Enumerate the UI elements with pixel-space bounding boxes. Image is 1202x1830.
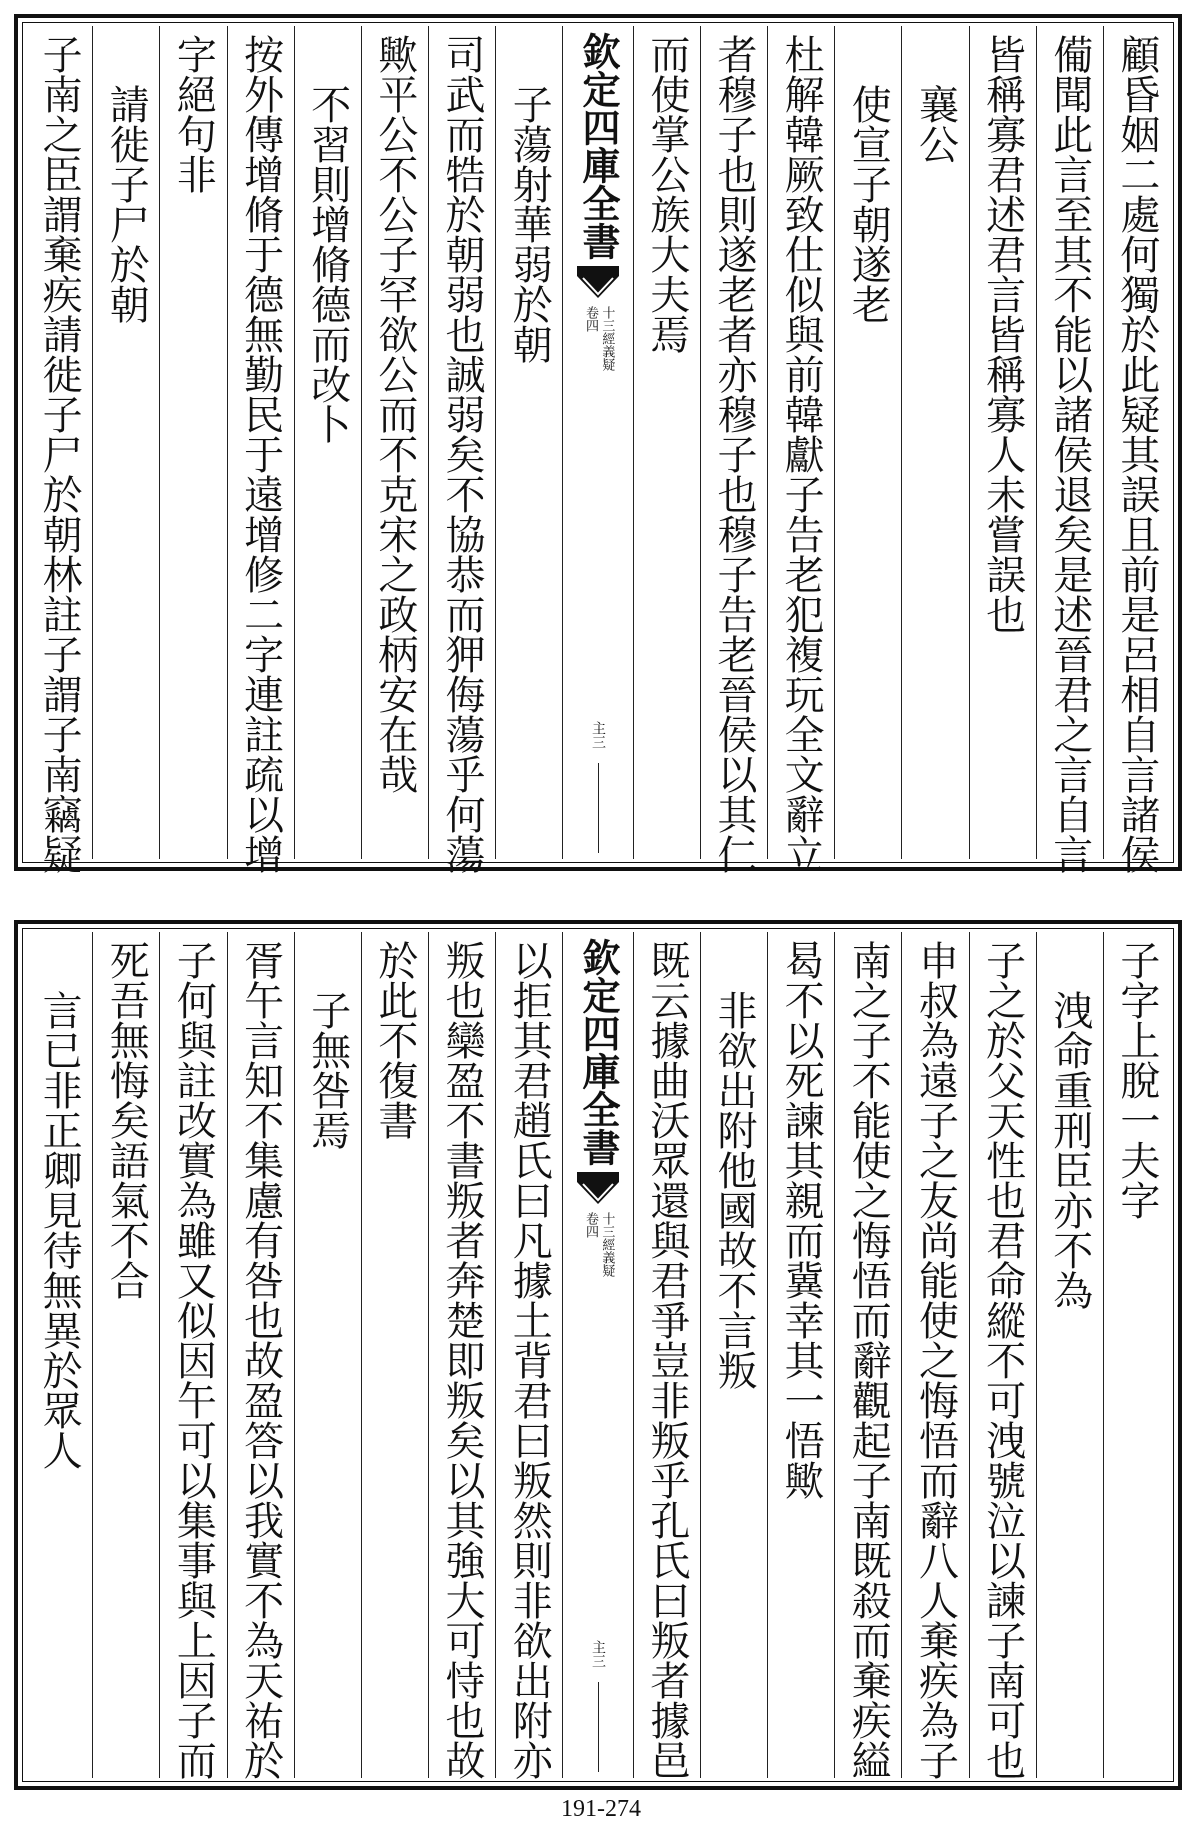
- folio-number: 主三: [590, 1640, 607, 1668]
- text-column: [227, 26, 294, 874]
- center-fold-strip: [562, 932, 632, 1778]
- column-text: 子之於父天性也君命縱不可洩號泣以諫子南可也: [979, 940, 1026, 1780]
- column-text: 子無咎焉: [304, 990, 351, 1150]
- text-column: [159, 932, 226, 1778]
- text-column: [428, 26, 495, 874]
- text-column: [1103, 932, 1170, 1778]
- column-text: 歟平公不公子罕欲公而不克宋之政柄安在哉: [371, 34, 418, 794]
- text-column: [633, 26, 700, 859]
- column-text: 使宣子朝遂老: [845, 84, 892, 324]
- column-text: 字絕句非: [170, 34, 217, 194]
- column-text: 以拒其君趙氏曰凡據土背君曰叛然則非欲出附亦: [506, 940, 553, 1780]
- text-column: [969, 932, 1036, 1778]
- column-text: 既云據曲沃眾還與君爭豈非叛乎孔氏曰叛者據邑: [643, 940, 690, 1780]
- text-column: [969, 26, 1036, 859]
- column-text: 司武而牿於朝弱也誠弱矣不協恭而狎侮蕩乎何蕩: [439, 34, 486, 874]
- text-column: [159, 26, 226, 859]
- top-columns: [26, 26, 1170, 874]
- book-title: 欽定四庫全書: [576, 32, 622, 260]
- text-column: [495, 932, 562, 1778]
- text-column: [428, 932, 495, 1778]
- text-column: [92, 932, 159, 1778]
- column-text: 按外傳增脩于德無勤民于遠增修二字連註疏以增: [237, 34, 284, 874]
- text-column: [834, 26, 901, 859]
- text-column: [294, 932, 361, 1778]
- column-text: 不習則增脩德而改卜: [304, 84, 351, 444]
- folio-number: 主三: [590, 721, 607, 749]
- column-text: 而使掌公族大夫焉: [643, 34, 690, 354]
- text-column: [227, 932, 294, 1778]
- column-text: 死吾無悔矣語氣不合: [103, 940, 150, 1300]
- text-column: [633, 932, 700, 1778]
- text-column: [901, 26, 968, 859]
- fold-line: [598, 763, 599, 853]
- column-text: 洩命重刑臣亦不為: [1046, 990, 1093, 1310]
- column-text: 於此不復書: [371, 940, 418, 1140]
- column-text: 皆稱寡君述君言皆稱寡人未嘗誤也: [979, 34, 1026, 634]
- book-title: 欽定四庫全書: [576, 938, 622, 1166]
- text-column: [1036, 26, 1103, 874]
- text-column: [294, 26, 361, 859]
- column-text: 申叔為遠子之友尚能使之悔悟而辭八人棄疾為子: [912, 940, 959, 1780]
- fishtail-mark: [575, 264, 621, 300]
- column-text: 南之子不能使之悔悟而辭觀起子南既殺而棄疾縊: [845, 940, 892, 1780]
- text-column: [26, 932, 92, 1778]
- column-text: 顧昏姻二處何獨於此疑其誤且前是呂相自言諸侯: [1113, 34, 1160, 874]
- text-column: [1103, 26, 1170, 874]
- juan-number: 卷四: [583, 1212, 599, 1238]
- column-text: 曷不以死諫其親而冀幸其一悟歟: [778, 940, 825, 1500]
- text-column: [834, 932, 901, 1778]
- text-column: [361, 26, 428, 859]
- volume-info: [583, 1212, 614, 1277]
- column-text: 子蕩射華弱於朝: [506, 84, 553, 364]
- center-fold-strip: [562, 26, 632, 859]
- column-text: 子何與註改實為雖又似因午可以集事與上因子而: [170, 940, 217, 1780]
- text-column: [767, 932, 834, 1778]
- column-text: 請徙子尸於朝: [103, 84, 150, 324]
- bottom-columns: [26, 932, 1170, 1778]
- column-text: 子南之臣謂棄疾請徙子尸於朝林註子謂子南竊疑: [36, 34, 83, 874]
- text-column: [495, 26, 562, 859]
- fold-line: [598, 1682, 599, 1772]
- top-page-frame: [14, 14, 1182, 874]
- column-text: 胥午言知不集慮有咎也故盈答以我實不為天祐於: [237, 940, 284, 1780]
- column-text: 襄公: [912, 84, 959, 164]
- text-column: [700, 26, 767, 874]
- text-column: [361, 932, 428, 1778]
- text-column: [700, 932, 767, 1778]
- column-text: 僃聞此言至其不能以諸侯退矣是述晉君之言自言: [1046, 34, 1093, 874]
- text-column: [1036, 932, 1103, 1778]
- column-text: 者穆子也則遂老者亦穆子也穆子告老晉侯以其仁: [710, 34, 757, 874]
- column-text: 杜解韓厥致仕似與前韓獻子告老犯複玩全文辭立: [778, 34, 825, 874]
- text-column: [901, 932, 968, 1778]
- volume-title: 十三經義疑: [599, 1212, 615, 1277]
- fishtail-mark: [575, 1170, 621, 1206]
- column-text: 子字上脫一夫字: [1113, 940, 1160, 1220]
- column-text: 非欲出附他國故不言叛: [710, 990, 757, 1390]
- volume-title: 十三經義疑: [599, 306, 615, 371]
- text-column: [26, 26, 92, 874]
- page-footer-number: 191-274: [561, 1796, 641, 1822]
- text-column: [767, 26, 834, 874]
- column-text: 叛也欒盈不書叛者奔楚即叛矣以其強大可恃也故: [439, 940, 486, 1780]
- column-text: 言已非正卿見待無異於眾人: [36, 990, 83, 1470]
- bottom-page-frame: [14, 920, 1182, 1790]
- volume-info: [583, 306, 614, 371]
- juan-number: 卷四: [583, 306, 599, 332]
- text-column: [92, 26, 159, 859]
